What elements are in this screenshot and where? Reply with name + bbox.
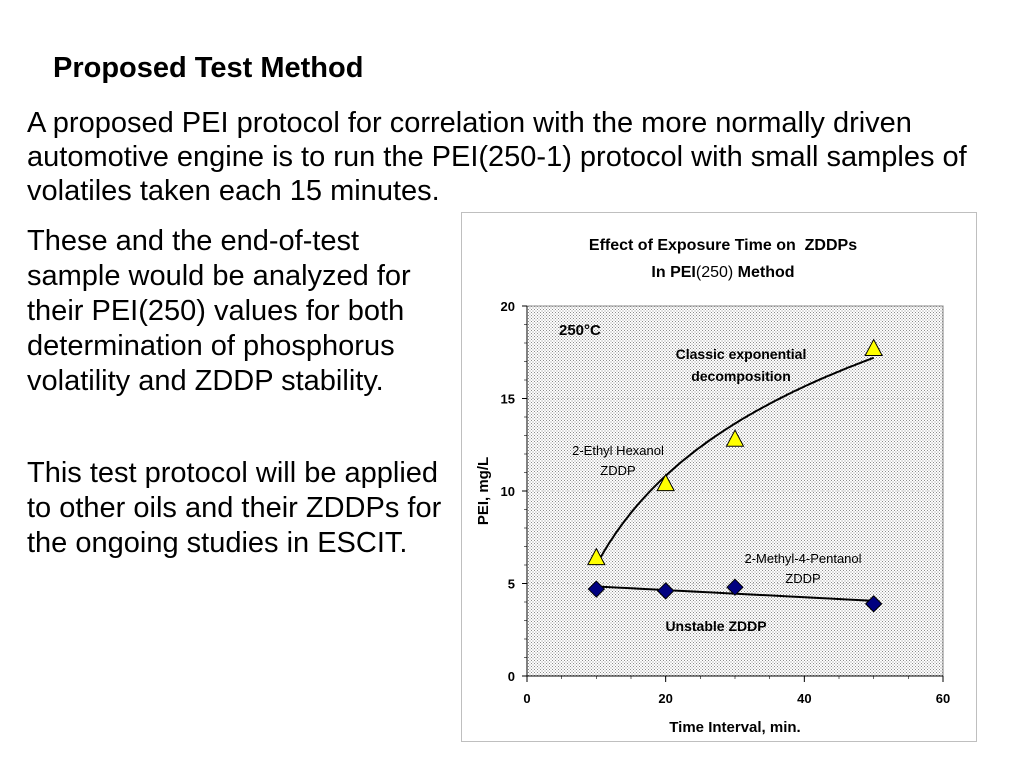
series2-label-line2: ZDDP (785, 571, 821, 586)
analysis-paragraph: These and the end-of-test sample would be analyzed for their PEI(250) values for both determination of phosphorus volatility and ZDDP stability. (27, 225, 411, 397)
x-axis-label: Time Interval, min. (669, 719, 801, 736)
y-tick-label: 0 (507, 669, 515, 684)
chart-frame (461, 212, 977, 742)
y-axis-label: PEI, mg/L (475, 456, 492, 526)
protocol-paragraph: This test protocol will be applied to other oils and their ZDDPs for the ongoing studies in ESCIT. (27, 457, 442, 559)
series1-label-line2: ZDDP (600, 463, 636, 478)
unstable-label: Unstable ZDDP (665, 618, 767, 634)
chart-title-line2: In PEI(250) Method (651, 264, 795, 281)
y-tick-label: 5 (507, 576, 515, 592)
temperature-label: 250°C (559, 322, 601, 339)
x-tick-label: 0 (523, 691, 531, 706)
chart-title-line1: Effect of Exposure Time on ZDDPs (588, 237, 858, 254)
intro-paragraph: A proposed PEI protocol for correlation with the more normally driven automotive engine is to run the PEI(250-1) protocol with small samples of volatiles taken each 15 minutes. (27, 107, 967, 207)
series1-label-line1: 2-Ethyl Hexanol (572, 443, 664, 458)
classic-label-line2: decomposition (691, 368, 791, 384)
series2-label-line1: 2-Methyl-4-Pentanol (744, 551, 862, 566)
y-tick-label: 15 (500, 391, 515, 407)
x-tick-label: 40 (797, 691, 812, 706)
slide-title: Proposed Test Method (53, 52, 364, 84)
x-tick-label: 20 (658, 691, 673, 706)
y-tick-label: 10 (500, 484, 515, 499)
pei-chart (462, 213, 976, 741)
x-tick-label: 60 (935, 691, 951, 706)
classic-label-line1: Classic exponential (675, 346, 807, 362)
y-tick-label: 20 (500, 299, 515, 314)
